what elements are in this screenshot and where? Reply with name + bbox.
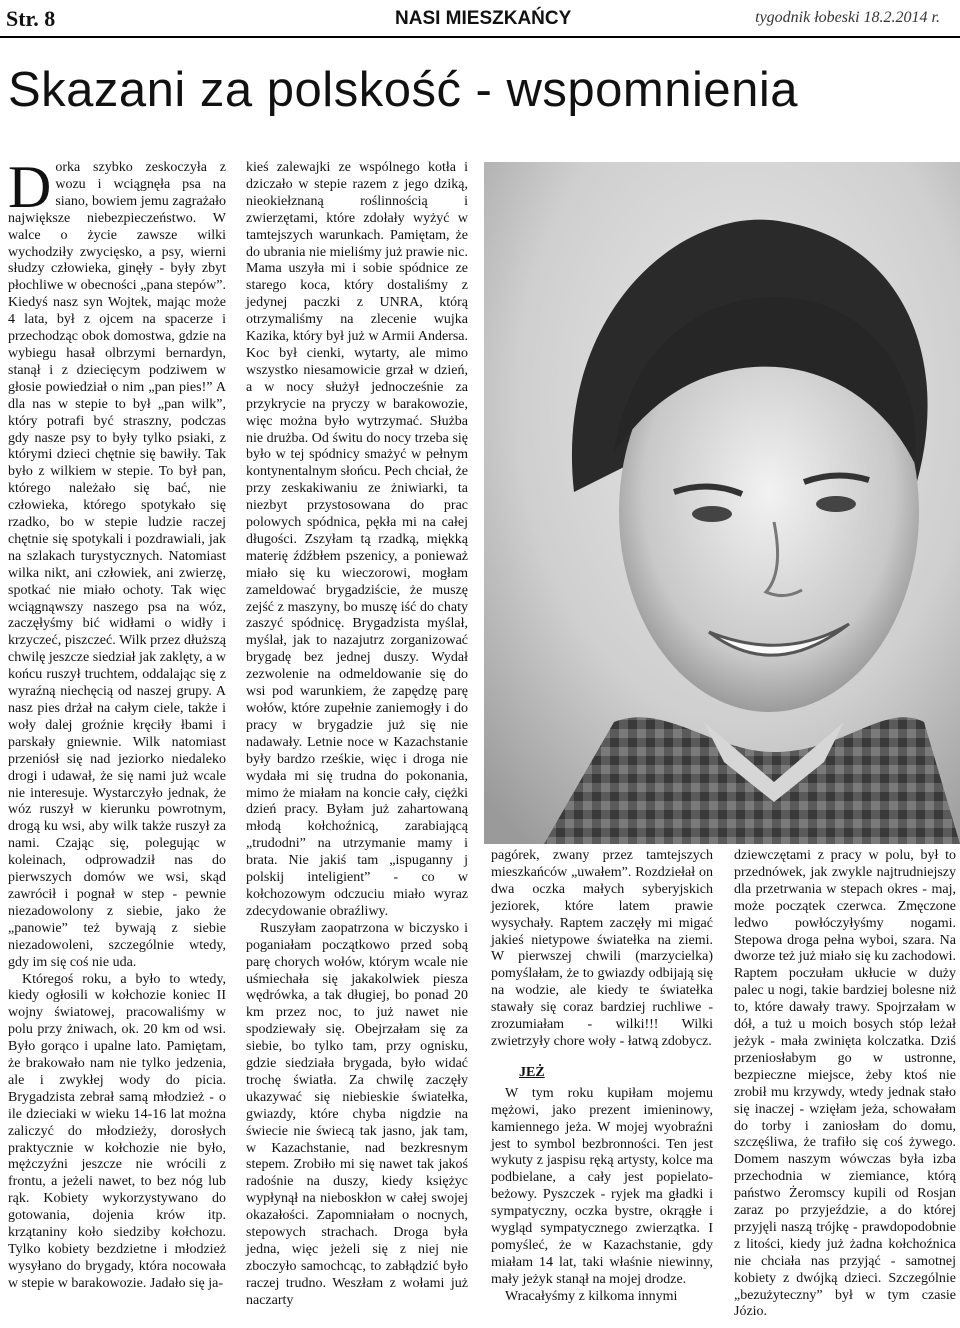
column-1 — [8, 154, 226, 1293]
header-rule — [0, 36, 960, 38]
paragraph: Dorka szybko zeskoczyła z wozu i wciągnęła psa na siano, bowiem jemu zagrażało największe niebezpieczeństwo. W walce o życie zawsze wilki wychodziły zwycięsko, a psy, wierni słudzy człowieka, ginęły - były zbyt płochliwe w obecności „pana stepów”. Kiedyś nasz syn Wojtek, mając może 4 lata, był z ojcem na spacerze i przechodząc obok domostwa, gdzie na wybiegu hasał olbrzymi bernardyn, stanął i z dziecięcym podziwem w głosie powiedział o nim „pan pies!” A dla nas w stepie to był „pan wilk”, który potrafi być straszny, podczas gdy nasze psy to były tylko psiaki, z którymi dzieci chętnie się bawiły. Tak było z wilkiem w stepie. To był pan, którego należało się bać, nie człowieka, którego spotykało się rzadko, bo w stepie ludzie raczej chętnie się spotykali i pozdrawiali, jak na szlakach turystycznych. Natomiast wilka nikt, ani człowiek, ani zwierzę, spotkać nie miało ochoty. Tak więc wciągnąwszy naszego psa na wóz, zaczęłyśmy bić widłami o widły i krzyczeć, piszczeć. Wilk przez dłuższą chwilę jeszcze siedział jak zaklęty, a w końcu ruszył truchtem, oddalając się z wyraźną niechęcią od naszej grupy. A nasz pies drżał na całym ciele, także i woły dalej groźnie kręciły łbami i parskały gniewnie. Wilk natomiast przeniósł się nad jeziorko niedaleko drogi i udawał, że się nami już wcale nie interesuje. Wystarczyło jednak, że wóz ruszył w kierunku powrotnym, drogą ku wsi, aby wilk także ruszył za nami. Czając się, polegując w koleinach, odprowadził nas do pierwszych domów we wsi, skąd zawrócił i pognał w step - pewnie niezadowolony z siebie, jako że „panowie” też bywają z siebie niezadowoleni, szczególnie wtedy, gdy im się coś nie uda. — [8, 154, 226, 970]
paragraph: Wracałyśmy z kilkoma innymi — [505, 1288, 678, 1304]
paragraph: kieś zalewajki ze wspólnego kotła i dziczało w stepie razem z jego dziką, nieokiełznaną roślinnością i zwierzętami, które zdołały wyżyć w tamtejszych warunkach. Pamiętam, że do ubrania nie mieliśmy już prawie nic. Mama uszyła mi i sobie spódnice ze starego koca, który dostaliśmy z jedynej paczki z UNRA, którą otrzymaliśmy na zlecenie wujka Kazika, który był już w Armii Andersa. Koc był cienki, wytarty, ale mimo wszystko niesamowicie grzał w dzień, a w nocy służył jednocześnie za przykrycie na pryczy w barakowozie, więc można było wytrzymać. Służba nie drużba. Od świtu do nocy trzeba się było w tej spódnicy smażyć w pełnym kontynentalnym słońcu. Pech chciał, że przy zeskakiwaniu ze żniwiarki, ta niezbyt przystosowana do prac polowych spódnica, pękła mi na całej długości. Zszyłam tą rzadką, miękką materię źdźbłem pszenicy, a ponieważ miało się ku wieczorowi, mogłam zameldować brygadziście, że muszę zejść z maszyny, bo muszę iść do chaty zaszyć spódnicę. Brygadzista myślał, myślał, jak to nazajutrz zorganizować brygadę bez jednej duszy. Wydał zezwolenie na odmeldowanie się do wsi pod warunkiem, że zapędzę parę wołów, które zupełnie zaniemogły i do pracy w brygadzie już się nie nadawały. Letnie noce w Kazachstanie były bardzo rześkie, więc i droga nie wydała mi się trudna do pokonania, mimo że miałam na koncie cały, ciężki dzień pracy. Byłam już zahartowaną młodą kołchoźnicą, zarabiającą „trudodni” na utrzymanie mamy i brata. Nie jakiś tam „ispuganny j polskij inteligient” - co w kołchozowym odczuciu miało wyraz zdecydowanie obraźliwy. — [246, 160, 468, 919]
section-title: NASI MIESZKAŃCY — [395, 8, 572, 29]
column-2 — [246, 160, 468, 1310]
paragraph: Ruszyłam zaopatrzona w biczysko i poganiałam początkowo przed sobą parę chorych wołów, którym wcale nie uśmiechała się jakakolwiek piesza wędrówka, a tak długiej, bo ponad 20 km przez noc, to już nawet nie spodziewały się. Obejrzałam się za siebie, bo tylko tam, przy ognisku, gdzie siedziała brygada, było widać trochę światła. Za chwilę zaczęły ukazywać się niebieskie światełka, gwiazdy, które chyba nigdzie na świecie nie świecą tak jasno, jak tam, w Kazachstanie, nad bezkresnym stepem. Zrobiło mi się nawet tak jakoś radośnie na duszy, kiedy księżyc wypłynął na nieboskłon w całej swojej okazałości. Zapomniałam o nocnych, stepowych strachach. Droga była jedna, więc jeżeli się z niej nie zboczyło samochcąc, to zabłądzić było raczej trudno. Weszłam z wołami już naczarty — [246, 920, 468, 1308]
subheading-jez: JEŻ — [519, 1064, 545, 1080]
portrait-photo — [484, 162, 960, 844]
column-4 — [734, 848, 956, 1321]
page-header — [0, 0, 960, 36]
issue-date: tygodnik łobeski 18.2.2014 r. — [755, 9, 940, 26]
paragraph: pagórek, zwany przez tamtejszych mieszkańców „uwałem”. Rozdziełał on dwa oczka małych syberyjskich jeziorek, które latem prawie wysychały. Raptem zaczęły mi migać jakieś nietypowe światełka na ziemi. W pierwszej chwili (marzycielka) pomyślałam, że to gwiazdy odbijają się na wodzie, ale kiedy te światełka stawały się coraz bardziej ruchliwe - zrozumiałam - wilki!!! Wilki zwietrzyły chore woły - łatwą zdobycz. — [491, 848, 713, 1049]
paragraph: W tym roku kupiłam mojemu mężowi, jako prezent imieninowy, kamiennego jeża. W mojej wyobraźni jest to symbol bezbronności. Ten jest wykuty z jaspisu ręką artysty, kolce ma podbielane, a cały jest popielato-beżowy. Pyszczek - ryjek ma gładki i sympatyczny, oczka bystre, okrągłe i wygląd sympatycznego zwierzątka. I pomyśleć, że w Kazachstanie, gdy miałam 14 lat, taki właśnie niewinny, mały jeżyk stanął na mojej drodze. — [491, 1085, 713, 1287]
page-number: Str. 8 — [6, 6, 56, 31]
paragraph: dziewczętami z pracy w polu, był to przednówek, jak zwykle najtrudniejszy dla przetrwania w stepach okres - maj, może początek czerwca. Zmęczone ledwo powłóczyłyśmy nogami. Stepowa droga pełna wyboi, szara. Na dworze też już miało się ku zachodowi. Raptem poczułam ukłucie w duży palec u nogi, takie bardziej bolesne niż to, które dawały trawy. Spojrzałam w dół, a tuż u moich bosych stóp leżał jeżyk - mała zwinięta kolczatka. Dziś przeniosłabym go w ustronne, bezpieczne miejsce, żeby ktoś nie zrobił mu krzywdy, wtedy jednak stało się inaczej - wzięłam jeża, schowałam do torby i zaniosłam do domu, szczęśliwa, że trafiło się coś żywego. Domem naszym wówczas była izba przechodnia w ziemiance, którą państwo Żeromscy kupili od Rosjan zaraz po przyjeździe, a do której przyjęli naszą trójkę - prawdopodobnie z litości, kiedy już żadna kołchoźnica nie chciała nas przyjąć - samotnej kobiety z dwójką dzieci. Szczególnie „bezużyteczny” był w tym czasie Józio. — [734, 848, 956, 1320]
dropcap: D — [8, 154, 52, 220]
paragraph: Któregoś roku, a było to wtedy, kiedy ogłosili w kołchozie koniec II wojny światowej, pracowaliśmy w polu przy żniwach, ok. 20 km od wsi. Było gorąco i upalne lato. Pamiętam, że brakowało nam nie tylko jedzenia, ale i zwykłej wody do picia. Brygadzista zebrał samą młodzież - o ile dzieciaki w wieku 14-16 lat można zaliczyć do młodzieży, dorosłych praktycznie w kołchozie nie było, mężczyźni jeszcze nie wrócili z frontu, a jeżeli nawet, to bez nóg lub rąk. Kobiety wykorzystywano do gotowania, dojenia krów itp. krzątaniny koło siedziby kołchozu. Tylko kobiety bezdzietne i młodzież wysyłano do brygady, która nocowała w stepie w barakowozie. Jadało się ja- — [8, 971, 226, 1291]
column-3 — [491, 848, 713, 1306]
article-title: Skazani za polskość - wspomnienia — [8, 63, 798, 117]
